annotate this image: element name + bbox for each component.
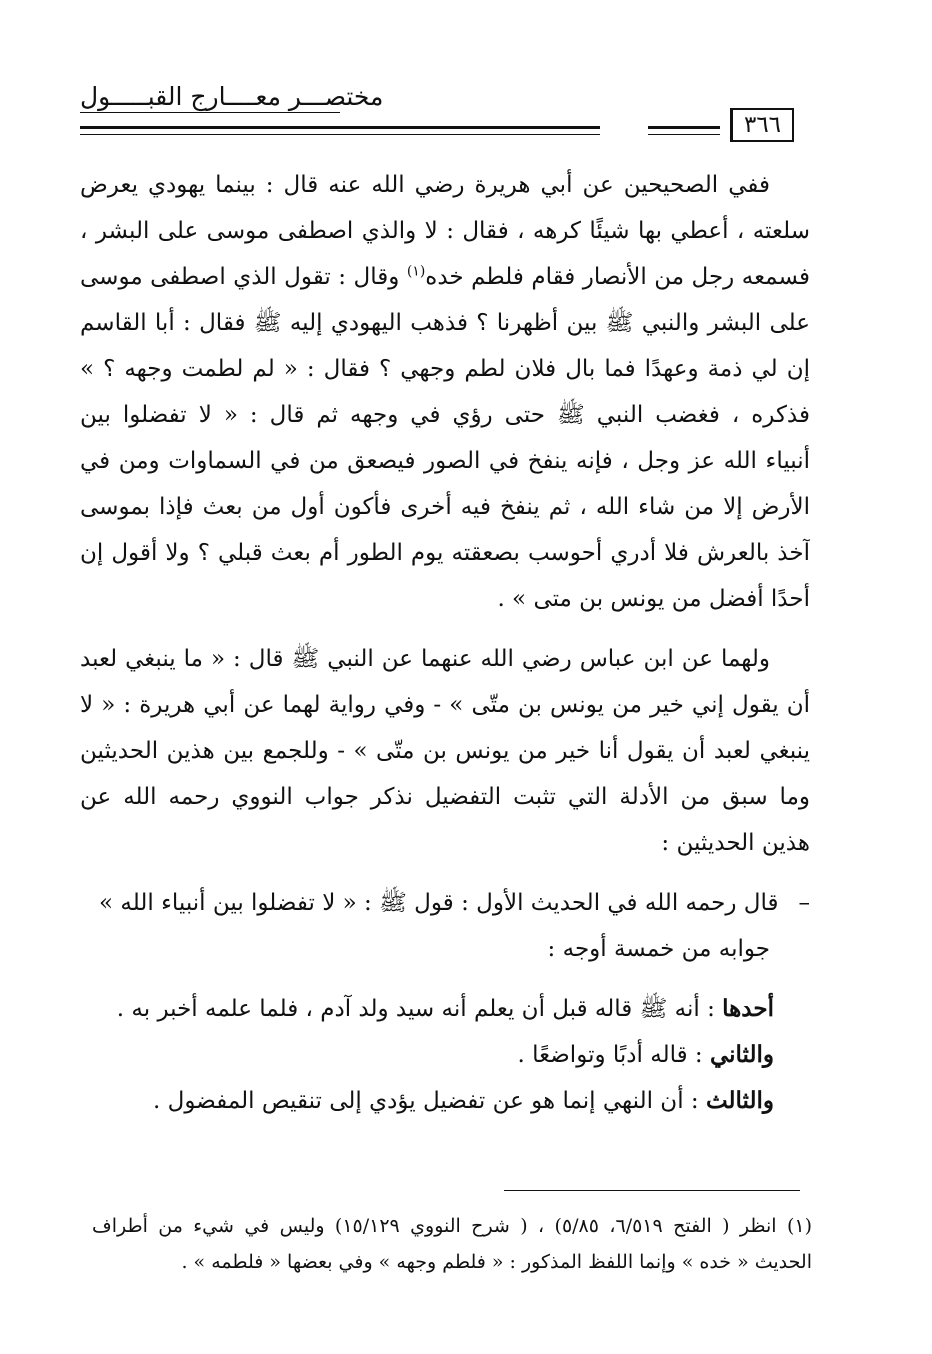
main-text xyxy=(80,162,810,1124)
text-line xyxy=(80,254,810,300)
text-segment: قال رحمه الله في الحديث الأول : قول ﷺ : « لا تفضلوا بين أنبياء الله » xyxy=(99,890,779,916)
point-label: أحدها xyxy=(722,995,774,1022)
footnote-separator xyxy=(504,1190,800,1191)
paragraph-gap xyxy=(80,972,810,986)
text-line: ينبغي لعبد أن يقول أنا خير من يونس بن متّى » - وللجمع بين هذين الحديثين xyxy=(80,738,810,764)
text-line: ولهما عن ابن عباس رضي الله عنهما عن النبي ﷺ قال : « ما ينبغي لعبد xyxy=(80,646,770,672)
text-line: ففي الصحيحين عن أبي هريرة رضي الله عنه قال : بينما يهودي يعرض xyxy=(80,172,770,198)
dash-marker: – xyxy=(798,890,810,916)
point-first xyxy=(80,986,810,1032)
paragraph-gap xyxy=(80,866,810,880)
text-line: أحدًا أفضل من يونس بن متى » . xyxy=(497,586,810,612)
footnote-line: الحديث « خده » وإنما اللفظ المذكور : « فلطم وجهه » وفي بعضها « فلطمه » . xyxy=(181,1251,812,1273)
text-line: أن يقول إني خير من يونس بن متّى » - وفي رواية لهما عن أبي هريرة : « لا xyxy=(80,692,810,718)
point-text: : أنه ﷺ قاله قبل أن يعلم أنه سيد ولد آدم ، فلما علمه أخبر به . xyxy=(116,996,723,1022)
point-third xyxy=(80,1078,810,1124)
header-rule-short-thick xyxy=(648,126,720,129)
header-rule-thin xyxy=(80,134,600,135)
point-label: والثاني xyxy=(709,1041,774,1068)
footnote xyxy=(92,1208,812,1280)
header-rule-short-thin xyxy=(648,134,720,135)
point-label: والثالث xyxy=(705,1087,774,1114)
text-segment: فسمعه رجل من الأنصار فقام فلطم خده xyxy=(425,264,810,290)
footnote-marker[interactable]: (١) xyxy=(406,263,426,280)
text-line: إن لي ذمة وعهدًا فما بال فلان لطم وجهي ؟ فقال : « لم لطمت وجهه ؟ » xyxy=(80,356,810,382)
text-line: أنبياء الله عز وجل ، فإنه ينفخ في الصور فيصعق من في السماوات ومن في xyxy=(80,448,810,474)
text-line: آخذ بالعرش فلا أدري أحوسب بصعقته يوم الطور أم بعث قبلي ؟ ولا أقول إن xyxy=(80,540,810,566)
header-rule-thick xyxy=(80,126,600,129)
footnote-line: (١) انظر ( الفتح ٦/٥١٩، ٥/٨٥) ، ( شرح النووي ١٥/١٢٩) وليس في شيء من أطراف xyxy=(92,1215,812,1237)
text-line: هذين الحديثين : xyxy=(661,830,810,856)
point-text: : قاله أدبًا وتواضعًا . xyxy=(517,1042,710,1068)
text-segment: وقال : تقول الذي اصطفى موسى xyxy=(80,264,407,290)
page-number: ٣٦٦ xyxy=(730,108,794,142)
quote-line xyxy=(80,880,810,926)
text-line: وما سبق من الأدلة التي تثبت التفضيل نذكر جواب النووي رحمه الله عن xyxy=(80,784,810,810)
point-text: : أن النهي إنما هو عن تفضيل يؤدي إلى تنقيص المفضول . xyxy=(153,1088,706,1114)
text-line: سلعته ، أعطي بها شيئًا كرهه ، فقال : لا والذي اصطفى موسى على البشر ، xyxy=(80,218,810,244)
text-line: فذكره ، فغضب النبي ﷺ حتى رؤي في وجهه ثم قال : « لا تفضلوا بين xyxy=(80,402,810,428)
paragraph-gap xyxy=(80,622,810,636)
text-line: الأرض إلا من شاء الله ، ثم ينفخ فيه أخرى فأكون أول من بعث فإذا بموسى xyxy=(80,494,810,520)
point-second xyxy=(80,1032,810,1078)
quote-line: جوابه من خمسة أوجه : xyxy=(547,936,770,962)
book-title: مختصـــر معــــارج القبـــــول xyxy=(80,82,384,111)
title-underline xyxy=(80,112,340,113)
text-line: على البشر والنبي ﷺ بين أظهرنا ؟ فذهب اليهودي إليه ﷺ فقال : أبا القاسم xyxy=(80,310,810,336)
